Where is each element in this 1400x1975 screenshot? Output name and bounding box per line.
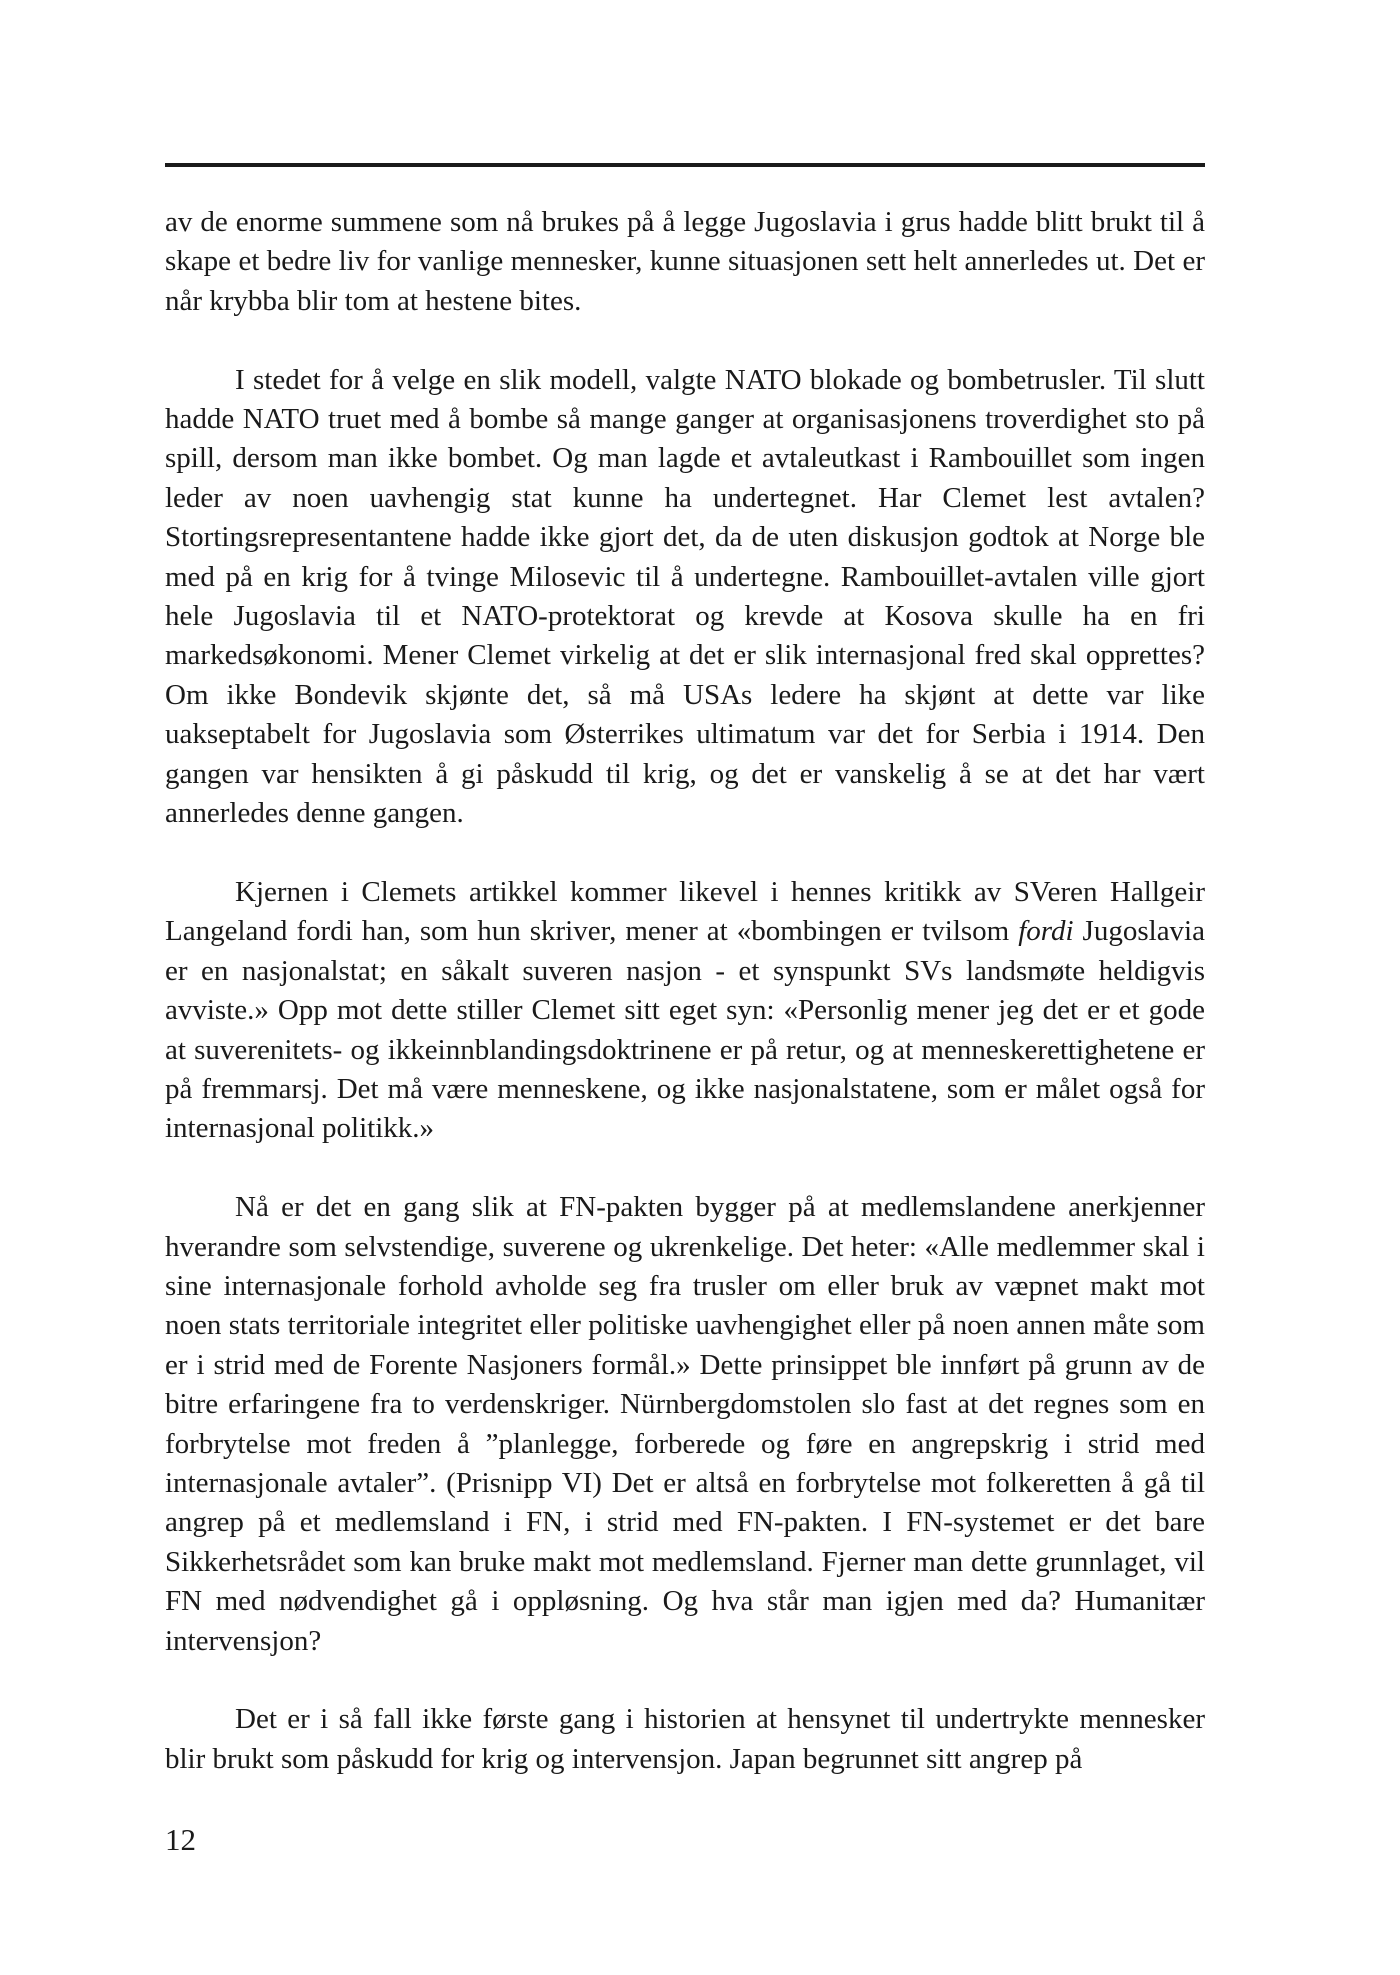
body-text xyxy=(165,203,1205,1779)
page-number: 12 xyxy=(165,1822,196,1857)
paragraph-5 xyxy=(165,1700,1205,1779)
paragraph-4 xyxy=(165,1188,1205,1661)
paragraph-3-text-end: Jugoslavia er en nasjonalstat; en såkalt suveren nasjon - et synspunkt SVs landsmøte heldigvis avviste.» Opp mot dette stiller Clemet sitt eget syn: «Personlig mener jeg det er et gode at suverenitets- og ikkeinnblandingsdoktrinene er på retur, og at menneskerettighetene er på fremmarsj. Det må være menneskene, og ikke nasjonalstatene, som er målet også for internasjonal politikk.» xyxy=(165,915,1205,1145)
paragraph-5-text: Det er i så fall ikke første gang i historien at hensynet til undertrykte mennesker blir brukt som påskudd for krig og intervensjon. Japan begrunnet sitt angrep på xyxy=(165,1703,1205,1775)
paragraph-4-text: Nå er det en gang slik at FN-pakten bygger på at medlemslandene anerkjenner hverandre som selvstendige, suverene og ukrenkelige. Det heter: «Alle medlemmer skal i sine internasjonale forhold avholde seg fra trusler om eller bruk av væpnet makt mot noen stats territoriale integritet eller politiske uavhengighet eller på noen annen måte som er i strid med de Forente Nasjoners formål.» Dette prinsippet ble innført på grunn av de bitre erfaringene fra to verdenskriger. Nürnbergdomstolen slo fast at det regnes som en forbrytelse mot freden å ”planlegge, forberede og føre en angrepskrig i strid med internasjonale avtaler”. (Prisnipp VI) Det er altså en forbrytelse mot folkeretten å gå til angrep på et medlemsland i FN, i strid med FN-pakten. I FN-systemet er det bare Sikkerhetsrådet som kan bruke makt mot medlemsland. Fjerner man dette grunnlaget, vil FN med nødvendighet gå i oppløsning. Og hva står man igjen med da? Humanitær intervensjon? xyxy=(165,1191,1205,1657)
paragraph-1 xyxy=(165,203,1205,321)
paragraph-2-text: I stedet for å velge en slik modell, valgte NATO blokade og bombetrusler. Til slutt hadde NATO truet med å bombe så mange ganger at organisasjonens troverdighet sto på spill, dersom man ikke bombet. Og man lagde et avtaleutkast i Rambouillet som ingen leder av noen uavhengig stat kunne ha undertegnet. Har Clemet lest avtalen? Stortingsrepresentantene hadde ikke gjort det, da de uten diskusjon godtok at Norge ble med på en krig for å tvinge Milosevic til å undertegne. Rambouillet-avtalen ville gjort hele Jugoslavia til et NATO-protektorat og krevde at Kosova skulle ha en fri markedsøkonomi. Mener Clemet virkelig at det er slik internasjonal fred skal opprettes? Om ikke Bondevik skjønte det, så må USAs ledere ha skjønt at dette var like uakseptabelt for Jugoslavia som Østerrikes ultimatum var det for Serbia i 1914. Den gangen var hensikten å gi påskudd til krig, og det er vanskelig å se at det har vært annerledes denne gangen. xyxy=(165,363,1205,830)
paragraph-2 xyxy=(165,361,1205,834)
paragraph-3-emphasis: fordi xyxy=(1018,915,1074,948)
paragraph-3-text-start: Kjernen i Clemets artikkel kommer likevel i hennes kritikk av SVeren Hallgeir Langeland fordi han, som hun skriver, mener at «bombingen er tvilsom xyxy=(165,875,1205,948)
paragraph-3 xyxy=(165,873,1205,1149)
paragraph-1-text: av de enorme summene som nå brukes på å legge Jugoslavia i grus hadde blitt brukt til å skape et bedre liv for vanlige mennesker, kunne situasjonen sett helt annerledes ut. Det er når krybba blir tom at hestene bites. xyxy=(165,206,1205,317)
header-rule xyxy=(165,163,1205,167)
